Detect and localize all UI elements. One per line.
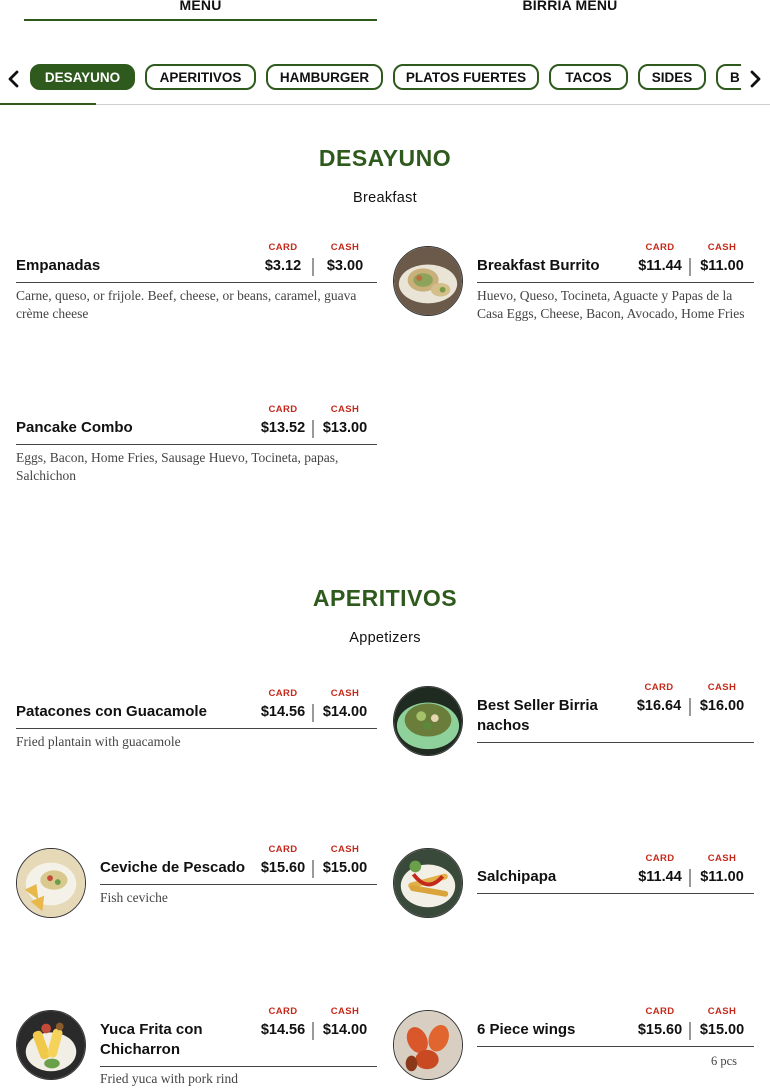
menu-item-empanadas[interactable] — [16, 242, 377, 332]
item-divider — [477, 282, 754, 283]
card-label: CARD — [268, 404, 298, 415]
item-divider — [16, 728, 377, 729]
item-description: Fried yuca with pork rind — [100, 1071, 238, 1086]
card-price-value: $14.56 — [260, 1022, 306, 1038]
category-pill-desayuno[interactable]: DESAYUNO — [30, 64, 135, 90]
cash-price — [313, 688, 377, 722]
card-label: CARD — [644, 682, 674, 693]
card-price-value: $13.52 — [260, 420, 306, 436]
cash-price — [690, 242, 754, 276]
active-category-indicator — [0, 103, 96, 105]
menu-item-6-piece-wings[interactable] — [477, 1006, 754, 1082]
cash-price-value: $14.00 — [322, 1022, 368, 1038]
burrito-photo — [393, 246, 463, 316]
tab-birria-menu[interactable]: BIRRIA MENU — [522, 0, 618, 13]
card-price — [628, 242, 692, 276]
cash-label: CASH — [330, 1006, 360, 1017]
card-label: CARD — [645, 853, 675, 864]
cash-label: CASH — [707, 682, 737, 693]
card-price — [628, 853, 692, 887]
item-name: Ceviche de Pescado — [100, 859, 246, 876]
wings-photo — [393, 1010, 463, 1080]
yuca-photo — [16, 1010, 86, 1080]
item-name: Pancake Combo — [16, 419, 133, 436]
section-subtitle-appetizers: Appetizers — [349, 630, 421, 646]
category-pill-b[interactable]: B — [716, 64, 741, 90]
menu-item-birria-nachos[interactable] — [477, 682, 754, 752]
cash-price — [313, 1006, 377, 1040]
piece-count: 6 pcs — [711, 1054, 738, 1068]
card-price — [251, 242, 315, 276]
card-price-value: $14.56 — [260, 704, 306, 720]
cash-label: CASH — [707, 853, 737, 864]
chevron-right-icon — [748, 70, 762, 88]
item-description: Huevo, Queso, Tocineta, Aguacte y Papas de la Casa Eggs, Cheese, Bacon, Avocado, Home Fries — [477, 288, 745, 321]
cash-price-value: $11.00 — [700, 869, 744, 885]
ceviche-photo — [16, 848, 86, 918]
menu-item-breakfast-burrito[interactable] — [477, 242, 754, 352]
item-divider — [16, 444, 377, 445]
section-subtitle-breakfast: Breakfast — [353, 190, 417, 206]
cash-price — [313, 844, 377, 878]
tab-menu[interactable]: MENU — [24, 0, 377, 21]
card-label: CARD — [645, 242, 675, 253]
card-price — [251, 404, 315, 438]
item-name: Patacones con Guacamole — [16, 703, 207, 720]
section-title-aperitivos: APERITIVOS — [312, 585, 458, 611]
menu-item-ceviche[interactable] — [100, 844, 377, 914]
cash-label: CASH — [330, 844, 360, 855]
cash-label: CASH — [330, 242, 360, 253]
salchipapa-photo — [393, 848, 463, 918]
item-description: Fish ceviche — [100, 890, 168, 905]
cash-price-value: $3.00 — [326, 258, 364, 274]
scroll-left-button[interactable] — [3, 65, 25, 93]
card-label: CARD — [645, 1006, 675, 1017]
item-divider — [477, 1046, 754, 1047]
card-price — [628, 1006, 692, 1040]
card-label: CARD — [268, 688, 298, 699]
item-name: Yuca Frita con Chicharron — [100, 1021, 203, 1058]
cash-label: CASH — [330, 404, 360, 415]
card-price-value: $11.44 — [638, 258, 682, 274]
scroll-right-button[interactable] — [744, 65, 766, 93]
cash-label: CASH — [707, 1006, 737, 1017]
card-label: CARD — [268, 1006, 298, 1017]
card-price-value: $15.60 — [637, 1022, 683, 1038]
cash-price — [690, 853, 754, 887]
cash-price — [690, 1006, 754, 1040]
item-name: Breakfast Burrito — [477, 257, 600, 274]
item-name: 6 Piece wings — [477, 1021, 576, 1038]
cash-price — [313, 242, 377, 276]
card-price-value: $15.60 — [260, 860, 306, 876]
card-label: CARD — [268, 242, 298, 253]
item-description: Fried plantain with guacamole — [16, 734, 181, 749]
cash-price — [690, 682, 754, 716]
item-divider — [100, 884, 377, 885]
cash-price-value: $15.00 — [699, 1022, 745, 1038]
cash-price-value: $13.00 — [322, 420, 368, 436]
item-divider — [100, 1066, 377, 1067]
card-price-value: $11.44 — [638, 869, 682, 885]
menu-item-salchipapa[interactable] — [477, 853, 754, 903]
chevron-left-icon — [7, 70, 21, 88]
item-description: Carne, queso, or frijole. Beef, cheese, or beans, caramel, guava crème cheese — [16, 288, 357, 321]
card-price-value: $16.64 — [636, 698, 682, 714]
card-price — [251, 844, 315, 878]
cash-price-value: $16.00 — [699, 698, 745, 714]
top-tabs — [0, 0, 770, 24]
section-title-desayuno: DESAYUNO — [318, 145, 452, 171]
category-pill-sides[interactable]: SIDES — [638, 64, 706, 90]
item-name: Salchipapa — [477, 868, 557, 885]
cash-label: CASH — [707, 242, 737, 253]
card-label: CARD — [268, 844, 298, 855]
category-pill-platos-fuertes[interactable]: PLATOS FUERTES — [393, 64, 539, 90]
item-divider — [477, 742, 754, 743]
category-pill-tacos[interactable]: TACOS — [549, 64, 628, 90]
card-price — [627, 682, 691, 716]
item-name: Empanadas — [16, 257, 101, 274]
cash-price-value: $11.00 — [700, 258, 744, 274]
cash-price-value: $15.00 — [322, 860, 368, 876]
item-description: Eggs, Bacon, Home Fries, Sausage Huevo, Tocineta, papas, Salchichon — [16, 450, 339, 483]
item-divider — [477, 893, 754, 894]
item-divider — [16, 282, 377, 283]
item-name: Best Seller Birria nachos — [477, 697, 598, 734]
menu-item-patacones[interactable] — [16, 688, 377, 758]
cash-label: CASH — [330, 688, 360, 699]
menu-item-pancake-combo[interactable] — [16, 404, 377, 494]
card-price-value: $3.12 — [264, 258, 302, 274]
nachos-photo — [393, 686, 463, 756]
category-pill-aperitivos[interactable]: APERITIVOS — [145, 64, 256, 90]
category-nav — [0, 62, 770, 105]
category-pill-hamburger[interactable]: HAMBURGER — [266, 64, 383, 90]
cash-price — [313, 404, 377, 438]
category-pill-strip — [30, 62, 741, 96]
card-price — [251, 688, 315, 722]
cash-price-value: $14.00 — [322, 704, 368, 720]
card-price — [251, 1006, 315, 1040]
menu-item-yuca-frita[interactable] — [100, 1006, 377, 1086]
